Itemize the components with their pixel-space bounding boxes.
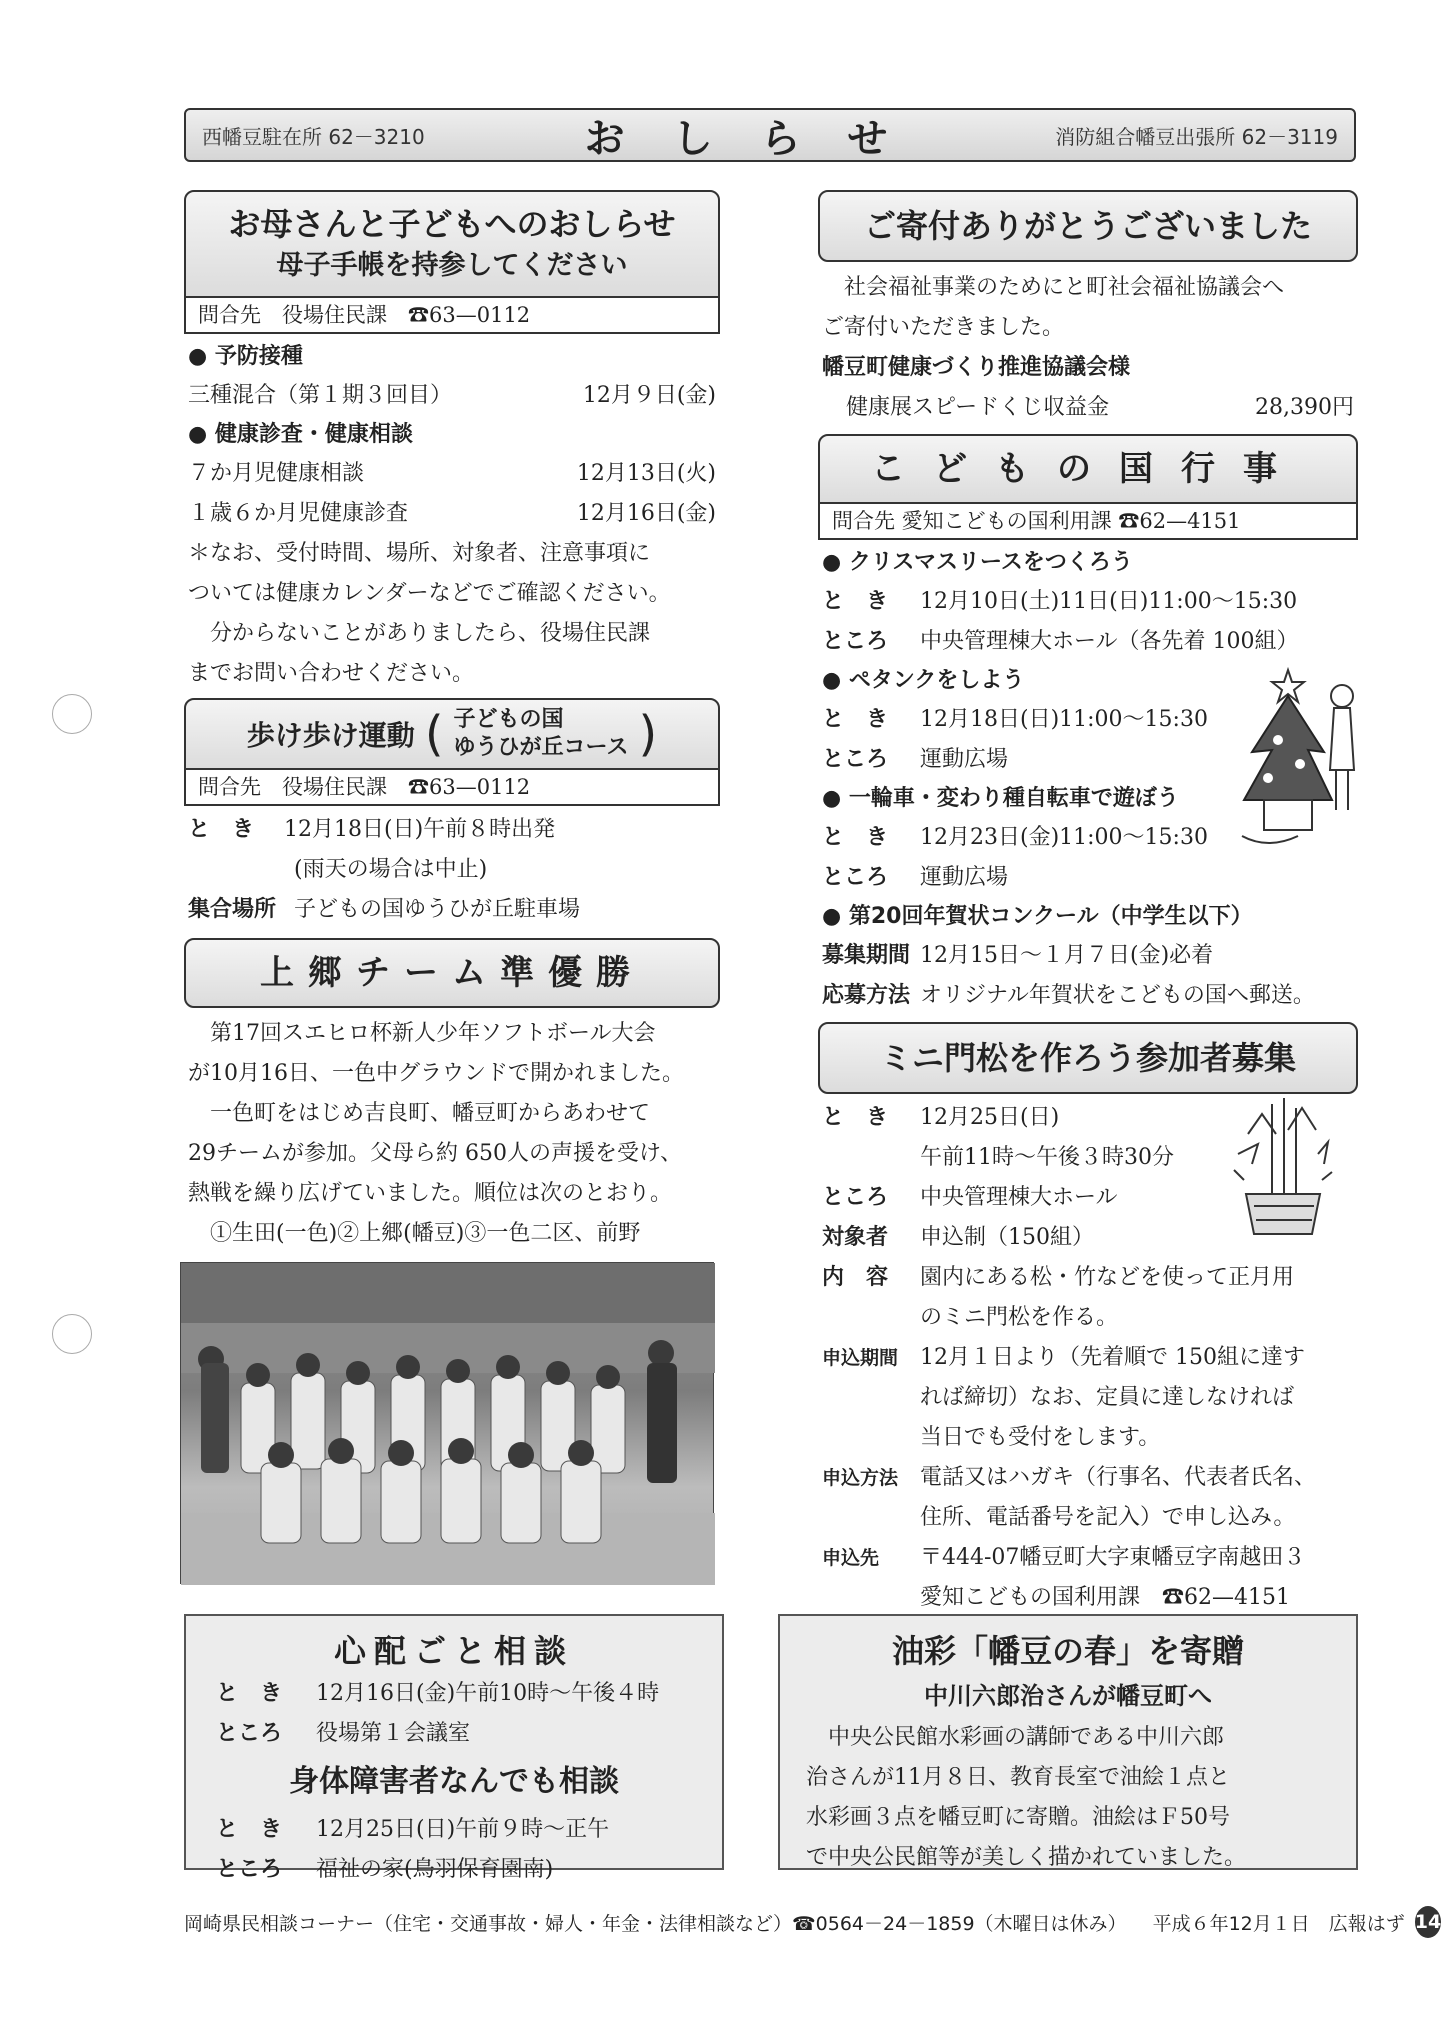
team-para-6: ①生田(一色)②上郷(幡豆)③一色二区、前野	[188, 1221, 641, 1246]
punch-hole-bottom	[52, 1314, 92, 1354]
kadomatsu-content-row: 内 容 園内にある松・竹などを使って正月用	[822, 1265, 1295, 1290]
donor-name: 幡豆町健康づくり推進協議会様	[822, 355, 1131, 380]
painting-box	[778, 1614, 1358, 1870]
kadomatsu-content-row-2: のミニ門松を作る。	[920, 1305, 1119, 1330]
disability-time-row: と き 12月25日(日)午前９時～正午	[216, 1817, 610, 1842]
kadomatsu-place-row: ところ 中央管理棟大ホール	[822, 1185, 1118, 1210]
team-para-2: が10月16日、一色中グラウンドで開かれました。	[188, 1061, 684, 1086]
kadomatsu-method-row-2: 住所、電話番号を記入）で申し込み。	[920, 1505, 1296, 1530]
mother-subtitle: 母子手帳を持参してください	[276, 250, 628, 281]
team-para-4: 29チームが参加。父母ら約 650人の声援を受け、	[188, 1141, 683, 1166]
mother-contact: 問合先 役場住民課 ☎63—0112	[184, 298, 720, 334]
kadomatsu-target-row: 対象者 申込制（150組）	[822, 1225, 1094, 1250]
kadomatsu-illustration	[1228, 1094, 1338, 1244]
disability-place-row: ところ 福祉の家(鳥羽保育園南)	[216, 1857, 554, 1882]
walk-time-row: と き 12月18日(日)午前８時出発	[188, 817, 556, 842]
petanque-event: ● ペタンクをしよう	[822, 668, 1025, 693]
kadomatsu-dest-row: 申込先 〒444-07幡豆町大字東幡豆字南越田３	[822, 1545, 1306, 1570]
walk-contact: 問合先 役場住民課 ☎63—0112	[184, 770, 720, 806]
walk-title: 歩け歩け運動	[246, 719, 415, 752]
wreath-event: ● クリスマスリースをつくろう	[822, 550, 1133, 575]
police-box-phone: 西幡豆駐在所 62－3210	[202, 124, 425, 149]
walk-rain-note: (雨天の場合は中止)	[294, 857, 488, 882]
kodomo-contact: 問合先 愛知こどもの国利用課 ☎62—4151	[818, 504, 1358, 540]
page-number: 14	[1415, 1906, 1441, 1938]
punch-hole-top	[52, 694, 92, 734]
vaccination-heading: ● 予防接種	[188, 344, 303, 369]
worry-title: 心配ごと相談	[333, 1632, 574, 1670]
team-para-3: 一色町をはじめ吉良町、幡豆町からあわせて	[188, 1101, 651, 1126]
kadomatsu-dest-row-2: 愛知こどもの国利用課 ☎62—4151	[920, 1585, 1290, 1610]
mother-note-1: ＊なお、受付時間、場所、対象者、注意事項に	[188, 541, 651, 566]
vaccination-row: 三種混合（第１期３回目） 12月９日(金)	[188, 383, 716, 408]
kodomo-title-box	[818, 434, 1358, 504]
team-photo	[180, 1262, 714, 1584]
kadomatsu-title-box	[818, 1022, 1358, 1094]
wreath-time-row: と き 12月10日(土)11日(日)11:00～15:30	[822, 589, 1298, 614]
kadomatsu-time-row: と き 12月25日(日)	[822, 1105, 1060, 1130]
card-method-row: 応募方法 オリジナル年賀状をこどもの国へ郵送。	[822, 983, 1315, 1008]
painting-para-4: で中央公民館等が美しく描かれていました。	[806, 1845, 1247, 1870]
right-column	[818, 190, 1358, 1618]
donation-amount: 28,390円	[1255, 395, 1354, 420]
donation-para-1: 社会福祉事業のためにと町社会福祉協議会へ	[822, 275, 1285, 300]
mother-title: お母さんと子どもへのおしらせ	[228, 205, 676, 243]
mother-title-box	[184, 190, 720, 298]
kadomatsu-time-row-2: 午前11時～午後３時30分	[920, 1145, 1174, 1170]
painting-subtitle: 中川六郎治さんが幡豆町へ	[924, 1682, 1212, 1710]
newyear-card-event: ● 第20回年賀状コンクール（中学生以下）	[822, 904, 1253, 929]
mother-note-2: ついては健康カレンダーなどでご確認ください。	[188, 581, 671, 606]
kadomatsu-period-row-2: れば締切）なお、定員に達しなければ	[920, 1385, 1295, 1410]
walk-title-box: 歩け歩け運動 ( 子どもの国 ゆうひが丘コース )	[184, 698, 720, 770]
page-title: おしらせ	[584, 115, 936, 162]
disability-title: 身体障害者なんでも相談	[289, 1764, 619, 1799]
mother-note-3: 分からないことがありましたら、役場住民課	[188, 621, 651, 646]
wreath-place-row: ところ 中央管理棟大ホール（各先着 100組）	[822, 629, 1299, 654]
donation-para-2: ご寄付いただきました。	[822, 315, 1065, 340]
team-para-1: 第17回スエヒロ杯新人少年ソフトボール大会	[188, 1021, 656, 1046]
mother-note-4: までお問い合わせください。	[188, 661, 475, 686]
kadomatsu-period-row: 申込期間 12月１日より（先着順で 150組に達す	[822, 1345, 1305, 1370]
worry-place-row: ところ 役場第１会議室	[216, 1721, 471, 1746]
walk-subtitle-2: ゆうひが丘コース	[453, 735, 629, 760]
team-title-box	[184, 938, 720, 1008]
painting-para-2: 治さんが11月８日、教育長室で油絵１点と	[806, 1765, 1230, 1790]
team-para-5: 熱戦を繰り広げていました。順位は次のとおり。	[188, 1181, 673, 1206]
kodomo-title: こどもの国行事	[871, 449, 1305, 489]
kadomatsu-period-row-3: 当日でも受付をします。	[920, 1425, 1161, 1450]
christmas-tree-illustration	[1238, 660, 1364, 860]
kadomatsu-title: ミニ門松を作ろう参加者募集	[879, 1039, 1296, 1077]
painting-para-3: 水彩画３点を幡豆町に寄贈。油絵はＦ50号	[806, 1805, 1230, 1830]
footer-date: 平成６年12月１日 広報はず	[1152, 1912, 1405, 1935]
donation-item-row: 健康展スピードくじ収益金 28,390円	[822, 388, 1354, 428]
painting-para-1: 中央公民館水彩画の講師である中川六郎	[806, 1725, 1225, 1750]
petanque-place-row: ところ 運動広場	[822, 747, 1009, 772]
kadomatsu-method-row: 申込方法 電話又はハガキ（行事名、代表者氏名、	[822, 1465, 1317, 1490]
petanque-time-row: と き 12月18日(日)11:00～15:30	[822, 707, 1208, 732]
team-title: 上郷チーム準優勝	[260, 953, 644, 993]
checkup-row-7m: ７か月児健康相談 12月13日(火)	[188, 461, 716, 486]
checkup-heading: ● 健康診査・健康相談	[188, 422, 413, 447]
footer-consult-info: 岡崎県民相談コーナー（住宅・交通事故・婦人・年金・法律相談など）☎0564－24－1859（木曜日は休み）	[184, 1912, 1127, 1935]
donation-title-box	[818, 190, 1358, 262]
checkup-row-18m: １歳６か月児健康診査 12月16日(金)	[188, 501, 716, 526]
consultation-box	[184, 1614, 724, 1882]
worry-time-row: と き 12月16日(金)午前10時～午後４時	[216, 1681, 660, 1706]
painting-title: 油彩「幡豆の春」を寄贈	[891, 1632, 1244, 1670]
card-period-row: 募集期間 12月15日～１月７日(金)必着	[822, 943, 1214, 968]
left-column	[184, 190, 720, 1254]
unicycle-time-row: と き 12月23日(金)11:00～15:30	[822, 825, 1208, 850]
header-band	[184, 108, 1356, 162]
footer	[184, 1906, 1441, 1938]
walk-place-row: 集合場所 子どもの国ゆうひが丘駐車場	[188, 897, 581, 922]
unicycle-place-row: ところ 運動広場	[822, 865, 1009, 890]
fire-station-phone: 消防組合幡豆出張所 62－3119	[1055, 124, 1338, 149]
donation-title: ご寄付ありがとうございました	[863, 207, 1312, 245]
walk-subtitle-1: 子どもの国	[453, 707, 564, 732]
unicycle-event: ● 一輪車・変わり種自転車で遊ぼう	[822, 786, 1179, 811]
